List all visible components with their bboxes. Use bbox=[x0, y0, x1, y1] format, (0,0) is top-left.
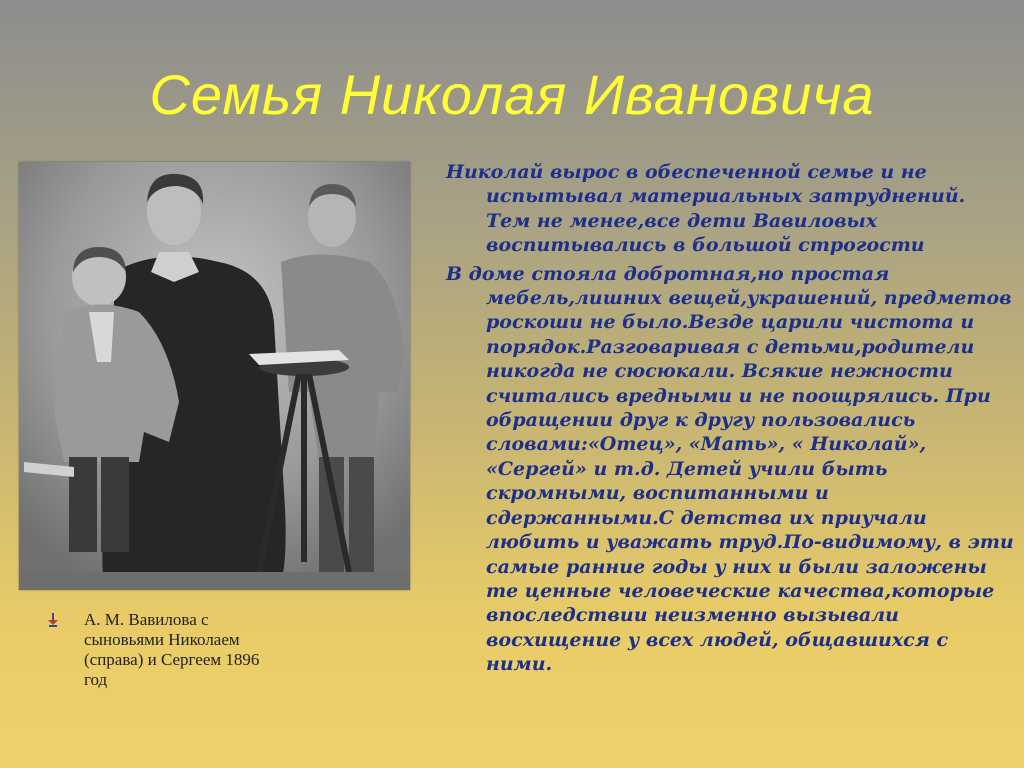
caption-text: А. М. Вавилова с сыновьями Николаем (справа) и Сергеем 1896 год bbox=[84, 610, 260, 689]
body-text bbox=[446, 160, 1014, 677]
paragraph: Николай вырос в обеспеченной семье и не испытывал материальных затруднений. Тем не менее,все дети Вавиловых воспитывались в большой строгости bbox=[446, 161, 966, 257]
family-photo bbox=[19, 162, 410, 590]
paragraph: В доме стояла добротная,но простая мебель,лишних вещей,украшений, предметов роскоши не было.Везде царили чистота и порядок.Разговаривая с детьми,родители никогда не сюсюкали. Всякие нежности считались вредными и не поощрялись. При обращении друг к другу пользовались словами:«Отец», «Мать», « Николай», «Сергей» и т.д. Детей учили быть скромными, воспитанными и сдержанными.С детства их приучали любить и уважать труд.По-видимому, в эти самые ранние годы у них и были заложены те ценные человеческие качества,которые впоследствии неизменно вызывали восхищение у всех людей, общавшихся с ними. bbox=[446, 262, 1014, 676]
slide-title: Семья Николая Ивановича bbox=[149, 63, 875, 126]
arrow-bullet-icon bbox=[48, 612, 58, 626]
